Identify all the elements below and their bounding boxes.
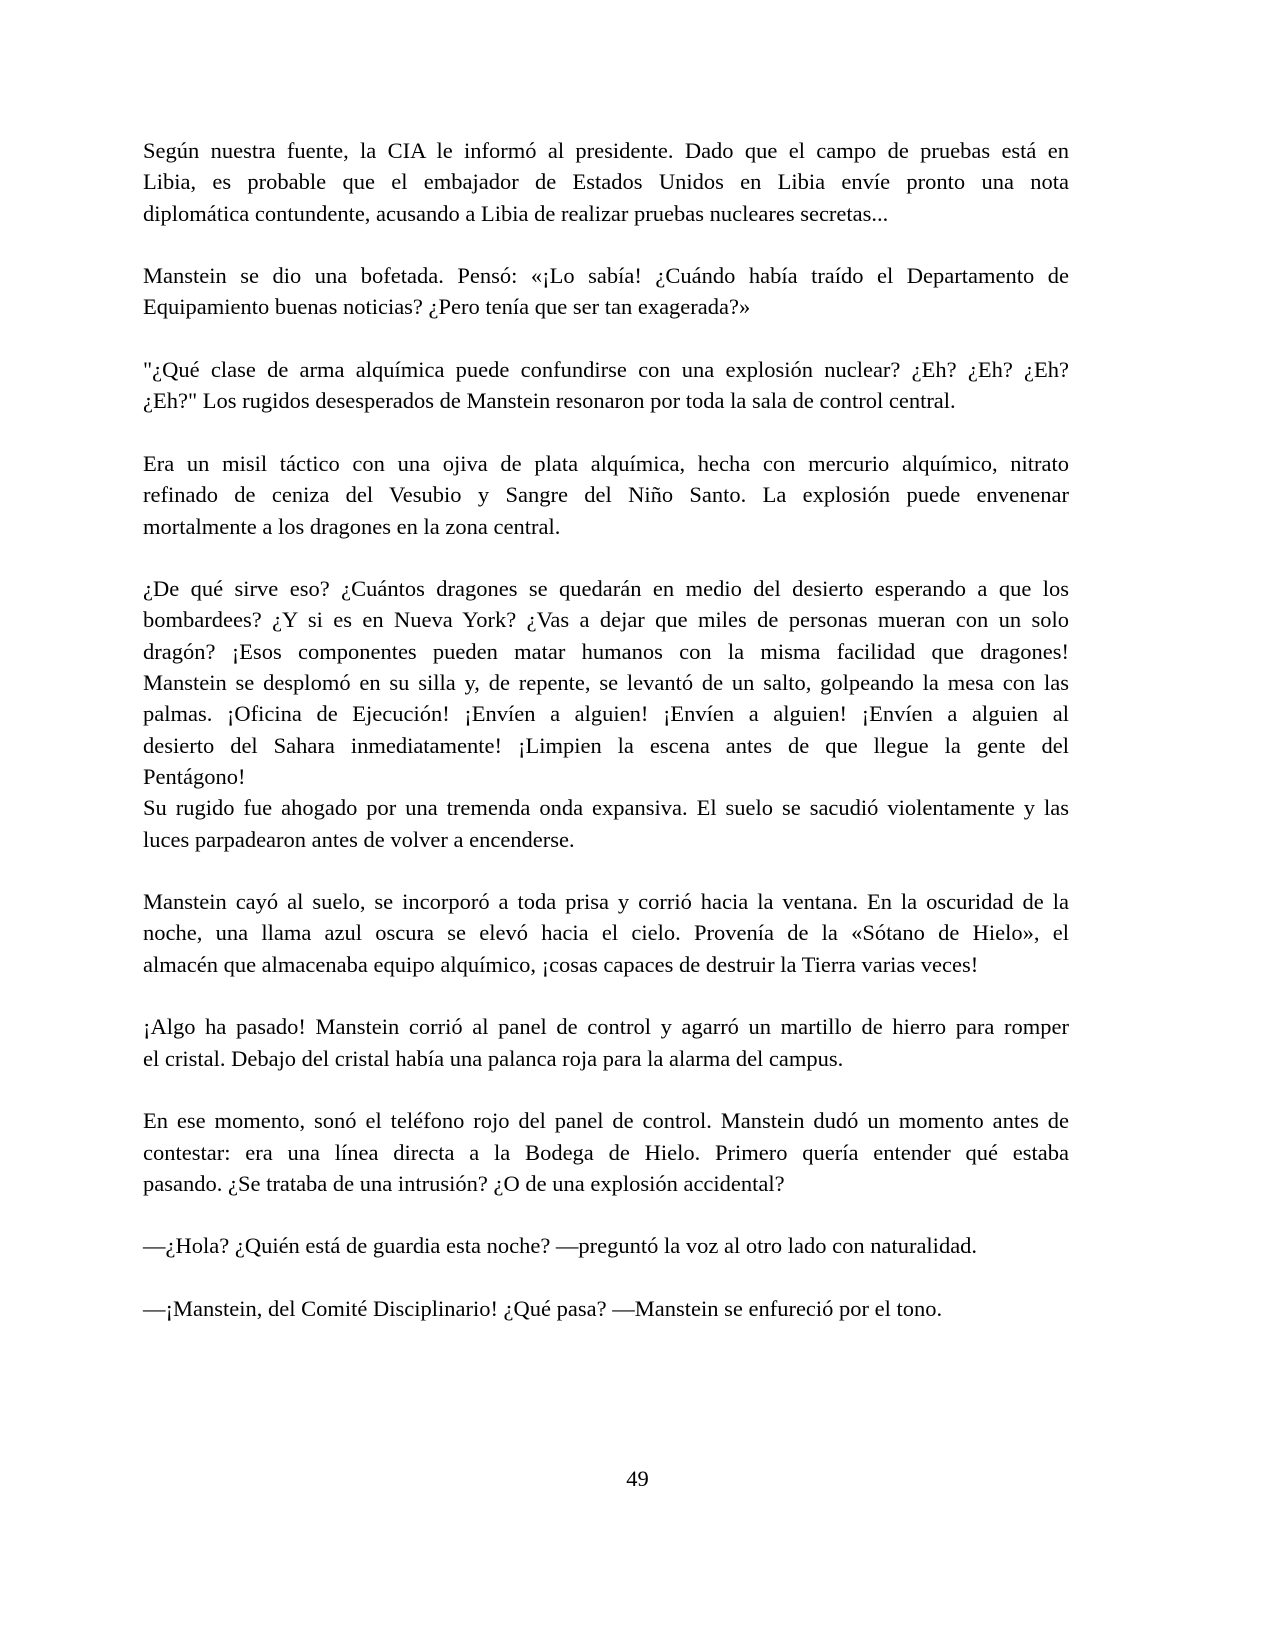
page-number: 49 [626, 1466, 649, 1491]
text-line: el cristal. Debajo del cristal había una palanca roja para la alarma del campus. [143, 1045, 844, 1071]
text-line: dragón? ¡Esos componentes pueden matar humanos con la misma facilidad que dragones! [143, 638, 1069, 664]
text-line: contestar: era una línea directa a la Bodega de Hielo. Primero quería entender qué estaba [143, 1139, 1069, 1165]
text-line: "¿Qué clase de arma alquímica puede confundirse con una explosión nuclear? ¿Eh? ¿Eh? ¿Eh? [143, 357, 1069, 383]
text-line: Manstein se dio una bofetada. Pensó: «¡Lo sabía! ¿Cuándo había traído el Departamento de [143, 263, 1069, 289]
text-line: ¿De qué sirve eso? ¿Cuántos dragones se quedarán en medio del desierto esperando a que los [143, 576, 1069, 602]
paragraph [143, 354, 1069, 417]
text-line: En ese momento, sonó el teléfono rojo del panel de control. Manstein dudó un momento antes de [143, 1108, 1069, 1134]
text-line: Manstein cayó al suelo, se incorporó a toda prisa y corrió hacia la ventana. En la oscuridad de la [143, 889, 1069, 915]
text-line: ¿Eh?" Los rugidos desesperados de Manstein resonaron por toda la sala de control central. [143, 388, 956, 414]
text-line: bombardees? ¿Y si es en Nueva York? ¿Vas a dejar que miles de personas mueran con un solo [143, 607, 1069, 633]
text-line: ¡Algo ha pasado! Manstein corrió al panel de control y agarró un martillo de hierro para romper [143, 1014, 1069, 1040]
paragraph [143, 448, 1069, 542]
page-body [143, 135, 1069, 1324]
text-line: pasando. ¿Se trataba de una intrusión? ¿O de una explosión accidental? [143, 1170, 785, 1196]
paragraph [143, 573, 1069, 792]
text-line: almacén que almacenaba equipo alquímico, ¡cosas capaces de destruir la Tierra varias veces! [143, 951, 979, 977]
text-line: palmas. ¡Oficina de Ejecución! ¡Envíen a alguien! ¡Envíen a alguien! ¡Envíen a alguien al [143, 701, 1069, 727]
text-line: mortalmente a los dragones en la zona central. [143, 513, 561, 539]
text-line: Según nuestra fuente, la CIA le informó al presidente. Dado que el campo de pruebas está en [143, 138, 1069, 163]
paragraph [143, 135, 1069, 229]
paragraph [143, 1293, 1069, 1324]
text-line: diplomática contundente, acusando a Libia de realizar pruebas nucleares secretas... [143, 200, 889, 226]
text-line: —¿Hola? ¿Quién está de guardia esta noche? —preguntó la voz al otro lado con naturalidad. [143, 1233, 978, 1259]
paragraph [143, 1011, 1069, 1074]
paragraph [143, 1105, 1069, 1199]
text-line: Equipamiento buenas noticias? ¿Pero tenía que ser tan exagerada?» [143, 294, 751, 320]
paragraph [143, 886, 1069, 980]
text-line: Pentágono! [143, 763, 246, 789]
text-line: Su rugido fue ahogado por una tremenda onda expansiva. El suelo se sacudió violentamente y las [143, 795, 1069, 821]
paragraph [143, 1230, 1069, 1261]
text-line: Manstein se desplomó en su silla y, de repente, se levantó de un salto, golpeando la mesa con las [143, 670, 1069, 696]
text-line: refinado de ceniza del Vesubio y Sangre del Niño Santo. La explosión puede envenenar [143, 482, 1069, 508]
text-line: —¡Manstein, del Comité Disciplinario! ¿Qué pasa? —Manstein se enfureció por el tono. [143, 1295, 943, 1321]
text-line: Libia, es probable que el embajador de Estados Unidos en Libia envíe pronto una nota [143, 169, 1069, 195]
paragraph [143, 260, 1069, 323]
paragraph [143, 792, 1069, 855]
text-line: luces parpadearon antes de volver a encenderse. [143, 826, 575, 852]
text-line: noche, una llama azul oscura se elevó hacia el cielo. Provenía de la «Sótano de Hielo», el [143, 920, 1069, 946]
text-line: Era un misil táctico con una ojiva de plata alquímica, hecha con mercurio alquímico, nitrato [143, 450, 1069, 476]
text-line: desierto del Sahara inmediatamente! ¡Limpien la escena antes de que llegue la gente del [143, 732, 1069, 758]
